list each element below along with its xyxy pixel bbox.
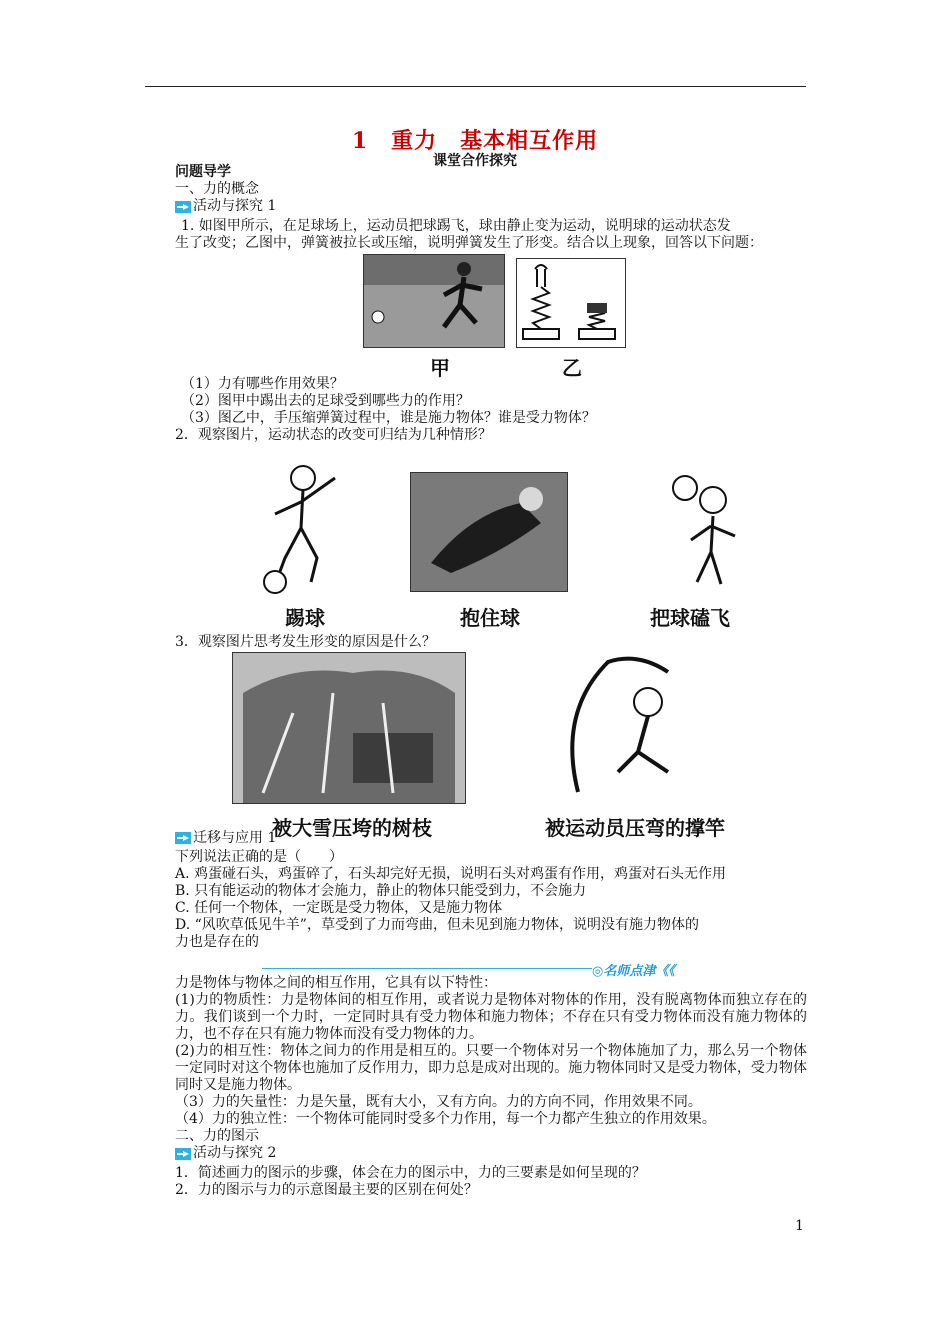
question-1-3: （3）图乙中，手压缩弹簧过程中，谁是施力物体？谁是受力物体？	[181, 409, 596, 426]
arrow-icon	[175, 832, 191, 844]
note-1: (1)力的物质性：力是物体间的相互作用，或者说力是物体对物体的作用，没有脱离物体而独立存在的力。我们谈到一个力时，一定同时具有受力物体和施力物体；不存在只有受力物体而没有施力物体的力，也不存在只有施力物体而没有受力物体的力。	[175, 992, 807, 1042]
note-3: （3）力的矢量性：力是矢量，既有大小，又有方向。力的方向不同，作用效果不同。	[175, 1094, 702, 1110]
apply-label: 迁移与应用 1	[193, 829, 277, 846]
note-4: （4）力的独立性：一个物体可能同时受多个力作用，每一个力都产生独立的作用效果。	[175, 1111, 716, 1127]
figure-caption-catch: 抱住球	[460, 606, 520, 630]
question-1-1: （1）力有哪些作用效果？	[181, 375, 344, 392]
page-content	[175, 164, 807, 1199]
activity-tag-1	[175, 198, 276, 215]
header-rule	[145, 86, 806, 87]
question-2-2: 2．力的图示与力的示意图最主要的区别在何处？	[175, 1181, 478, 1198]
question-2: 2．观察图片，运动状态的改变可归结为几种情形？	[175, 426, 492, 443]
teacher-tips-badge: ◎名师点津《《	[592, 964, 675, 979]
figure-caption-kick: 踢球	[285, 606, 325, 630]
section-heading-1: 一、力的概念	[175, 181, 259, 197]
option-d-line-1: D. “风吹草低见牛羊”，草受到了力而弯曲，但未见到施力物体，说明没有施力物体的	[175, 917, 699, 933]
question-ask: 下列说法正确的是（ ）	[175, 849, 343, 865]
arrow-icon	[175, 1148, 191, 1160]
activity-label: 活动与探究 2	[193, 1145, 277, 1161]
section-heading-2: 二、力的图示	[175, 1128, 259, 1144]
activity-label: 活动与探究 1	[193, 198, 277, 214]
option-a: A. 鸡蛋碰石头，鸡蛋碎了，石头却完好无损，说明石头对鸡蛋有作用，鸡蛋对石头无作用	[175, 866, 727, 882]
question-1-line-b: 生了改变；乙图中，弹簧被拉长或压缩，说明弹簧发生了形变。结合以上现象，回答以下问题：	[175, 234, 763, 251]
option-d-line-2: 力也是存在的	[175, 934, 259, 950]
arrow-icon	[175, 201, 191, 213]
figure-caption-snow-tree: 被大雪压垮的树枝	[272, 816, 432, 840]
figure-caption-yi: 乙	[562, 356, 582, 380]
question-1-line-a: 1. 如图甲所示，在足球场上，运动员把球踢飞，球由静止变为运动，说明球的运动状态发	[181, 217, 731, 234]
figure-caption-pole-vault: 被运动员压弯的撑竿	[545, 816, 725, 840]
question-2-1: 1．简述画力的图示的步骤，体会在力的图示中，力的三要素是如何呈现的？	[175, 1164, 646, 1181]
option-c: C. 任何一个物体，一定既是受力物体，又是施力物体	[175, 900, 503, 916]
note-intro: 力是物体与物体之间的相互作用，它具有以下特性：	[175, 975, 497, 991]
question-3: 3．观察图片思考发生形变的原因是什么？	[175, 633, 436, 650]
figure-caption-header: 把球磕飞	[650, 606, 730, 630]
section-guide: 问题导学	[175, 164, 231, 180]
page-number: 1	[795, 1218, 804, 1234]
page-subtitle: 课堂合作探究	[433, 153, 517, 169]
note-2: (2)力的相互性：物体之间力的作用是相互的。只要一个物体对另一个物体施加了力，那么另一个物体一定同时对这个物体也施加了反作用力，即力总是成对出现的。施力物体同时又是受力物体，受力物体同时又是施力物体。	[175, 1043, 807, 1093]
page-title: 1 重力 基本相互作用	[351, 128, 599, 154]
activity-tag-2	[175, 1145, 276, 1162]
option-b: B. 只有能运动的物体才会施力，静止的物体只能受到力，不会施力	[175, 883, 587, 899]
figure-caption-jia: 甲	[430, 356, 450, 380]
apply-tag-1	[175, 830, 276, 847]
question-1-2: （2）图甲中踢出去的足球受到哪些力的作用？	[181, 392, 470, 409]
